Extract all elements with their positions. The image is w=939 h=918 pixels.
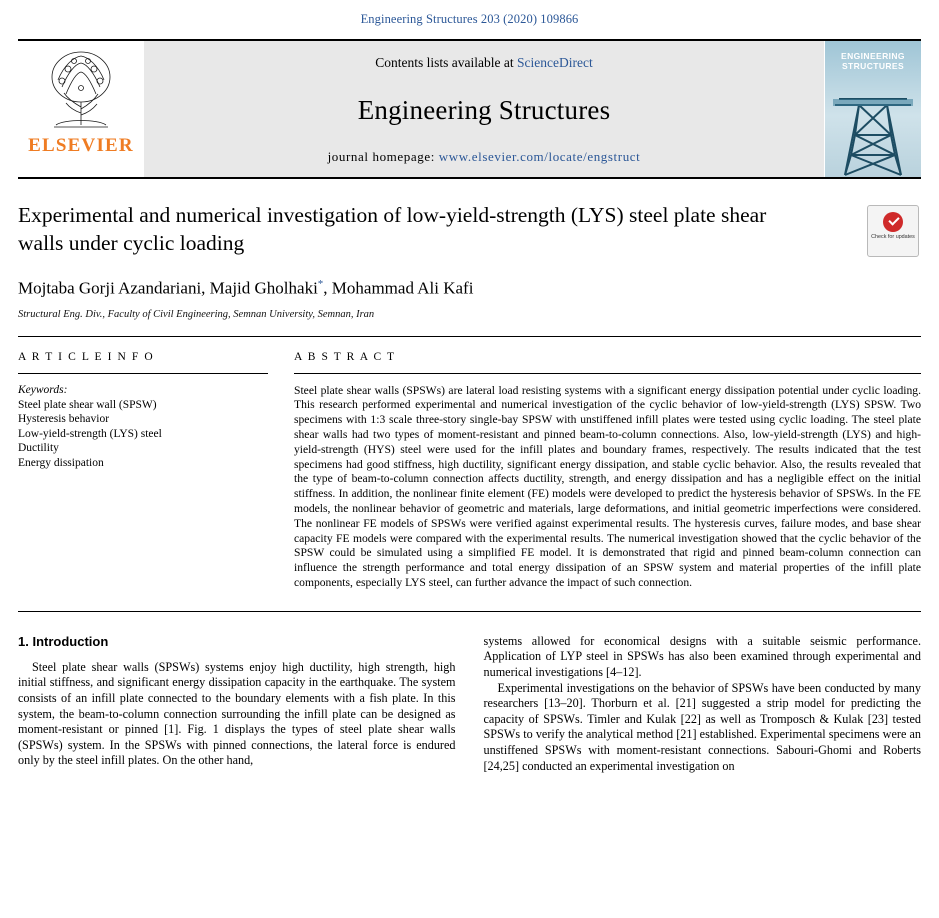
info-abstract-section: [18, 351, 921, 591]
title-block: [18, 201, 921, 320]
affiliation: Structural Eng. Div., Faculty of Civil Engineering, Semnan University, Semnan, Iran: [18, 308, 375, 320]
keyword-item: Ductility: [18, 442, 59, 455]
intro-paragraph-right-1: systems allowed for economical designs with a suitable seismic performance. Application of LYP steel in SPSWs has also been examined through experimental and numerical investigations [4–12].: [483, 633, 921, 679]
cover-title-line1: ENGINEERING: [841, 51, 905, 61]
journal-masthead: [18, 39, 921, 179]
body-right-column: [484, 634, 922, 774]
cover-title-line2: STRUCTURES: [841, 61, 905, 71]
section-heading-introduction: 1. Introduction: [18, 633, 109, 649]
abstract-heading: A B S T R A C T: [294, 350, 396, 363]
homepage-label: journal homepage:: [327, 149, 439, 164]
keyword-item: Hysteresis behavior: [18, 413, 110, 426]
homepage-line: [328, 149, 641, 165]
intro-paragraph-right-2: Experimental investigations on the behavior of SPSWs have been conducted by many researchers [13–20]. Thorburn et al. [21] suggested a strip model for predicting the capacity of SPSWs. Timler and Kulak [22] as well as Tromposch & Kulak [23] tested SPSWs to verify the analytical method [21] established. Experimental specimens were an unstiffened SPSWs with moment-resistant connections. Sabouri-Ghomi and Roberts [24,25] conducted an experimental investigation on: [483, 680, 921, 773]
cover-title: [825, 51, 921, 71]
keyword-item: Low-yield-strength (LYS) steel: [18, 427, 162, 440]
elsevier-logo: [18, 41, 144, 177]
elsevier-tree-icon: [44, 47, 118, 133]
abstract-bottom-divider: [18, 611, 921, 612]
title-divider: [18, 336, 921, 337]
journal-homepage-link[interactable]: www.elsevier.com/locate/engstruct: [438, 149, 641, 164]
article-info-column: [18, 351, 268, 591]
intro-paragraph-left: Steel plate shear walls (SPSWs) systems enjoy high ductility, high strength, high initial stiffness, and significant energy dissipation capacity in the earthquake. The system consists of an infill plate connected to the boundary elements with a fish plate. In this system, the beam-to-column connection surrounding the infill plate can be designed as moment-resistant or pinned [1]. Fig. 1 displays the types of steel plate shear walls (SPSWs) system. In the SPSWs with pinned connections, the lateral force is endured only by the steel infill plates. On the other hand,: [18, 659, 456, 768]
authors-main: Mojtaba Gorji Azandariani, Majid Gholhaki: [18, 278, 318, 298]
abstract-column: [294, 351, 921, 591]
crossmark-badge[interactable]: [867, 205, 919, 257]
body-left-column: [18, 634, 456, 774]
elsevier-wordmark: ELSEVIER: [28, 135, 134, 156]
cover-tower-illustration: [825, 75, 921, 177]
article-info-heading: A R T I C L E I N F O: [18, 350, 155, 363]
running-head: Engineering Structures 203 (2020) 109866: [360, 12, 579, 26]
author-list: [18, 273, 921, 300]
journal-cover-thumbnail: [824, 41, 921, 177]
abstract-text: Steel plate shear walls (SPSWs) are lateral load resisting systems with a significant energy dissipation potential under cyclic loading. This research performed experimental and numerical investigation of the cyclic behavior of low-yield-strength (LYS) SPSW. Two specimens with 1:3 scale three-story single-bay SPSW with unstiffened infill plates were tested using cyclic loading. The steel plate shear walls had two types of moment-resistant and pinned beam-to-column connections. Also, low-yield-strength (LYS) and high-yield-strength (HYS) steel were used for the infill plates and boundary frames, respectively. The results indicated that the test specimens had good stiffness, high ductility, significant energy dissipation, and stable cyclic behavior. Also, the results revealed that the type of beam-to-column connection affects ductility, strength, and energy dissipation and has a negligible effect on the initial stiffness. In addition, the nonlinear finite element (FE) models were developed to predict the hysteresis behavior of SPSWs. In the FE models, the nonlinear behavior of geometric and materials, large deformations, and initial geometric imperfections were considered. The nonlinear FE models of SPSWs were verified against experimental results. The hysteresis curves, failure modes, and base shear capacity FE models were compared with the experimental results. The numerical investigation showed that the cyclic behavior of the SPSW could be simulated using a simplified FE model. It is demonstrated that rigid and pinned beam-column connection can influence the strength performance and total energy dissipation of an SPSW system and material properties of the infill plate components, especially LYS steel, can further advance the impact of such connection.: [294, 383, 921, 590]
body-columns: [18, 634, 921, 774]
author-correspondence-marker: *: [317, 278, 324, 290]
contents-line: [375, 55, 592, 71]
keywords-label: Keywords:: [18, 383, 68, 396]
article-info-divider: [18, 373, 268, 374]
keyword-item: Steel plate shear wall (SPSW): [18, 398, 157, 411]
journal-band: [144, 41, 824, 177]
crossmark-icon: [883, 212, 903, 232]
contents-prefix: Contents lists available at: [375, 55, 517, 70]
keyword-item: Energy dissipation: [18, 456, 104, 469]
abstract-divider: [294, 373, 921, 374]
journal-title: Engineering Structures: [357, 94, 611, 125]
sciencedirect-link[interactable]: ScienceDirect: [517, 55, 593, 70]
authors-tail: , Mohammad Ali Kafi: [323, 278, 474, 298]
crossmark-label: Check for updates: [871, 234, 915, 240]
paper-title: Experimental and numerical investigation of low-yield-strength (LYS) steel plate shear walls under cyclic loading: [18, 203, 767, 255]
